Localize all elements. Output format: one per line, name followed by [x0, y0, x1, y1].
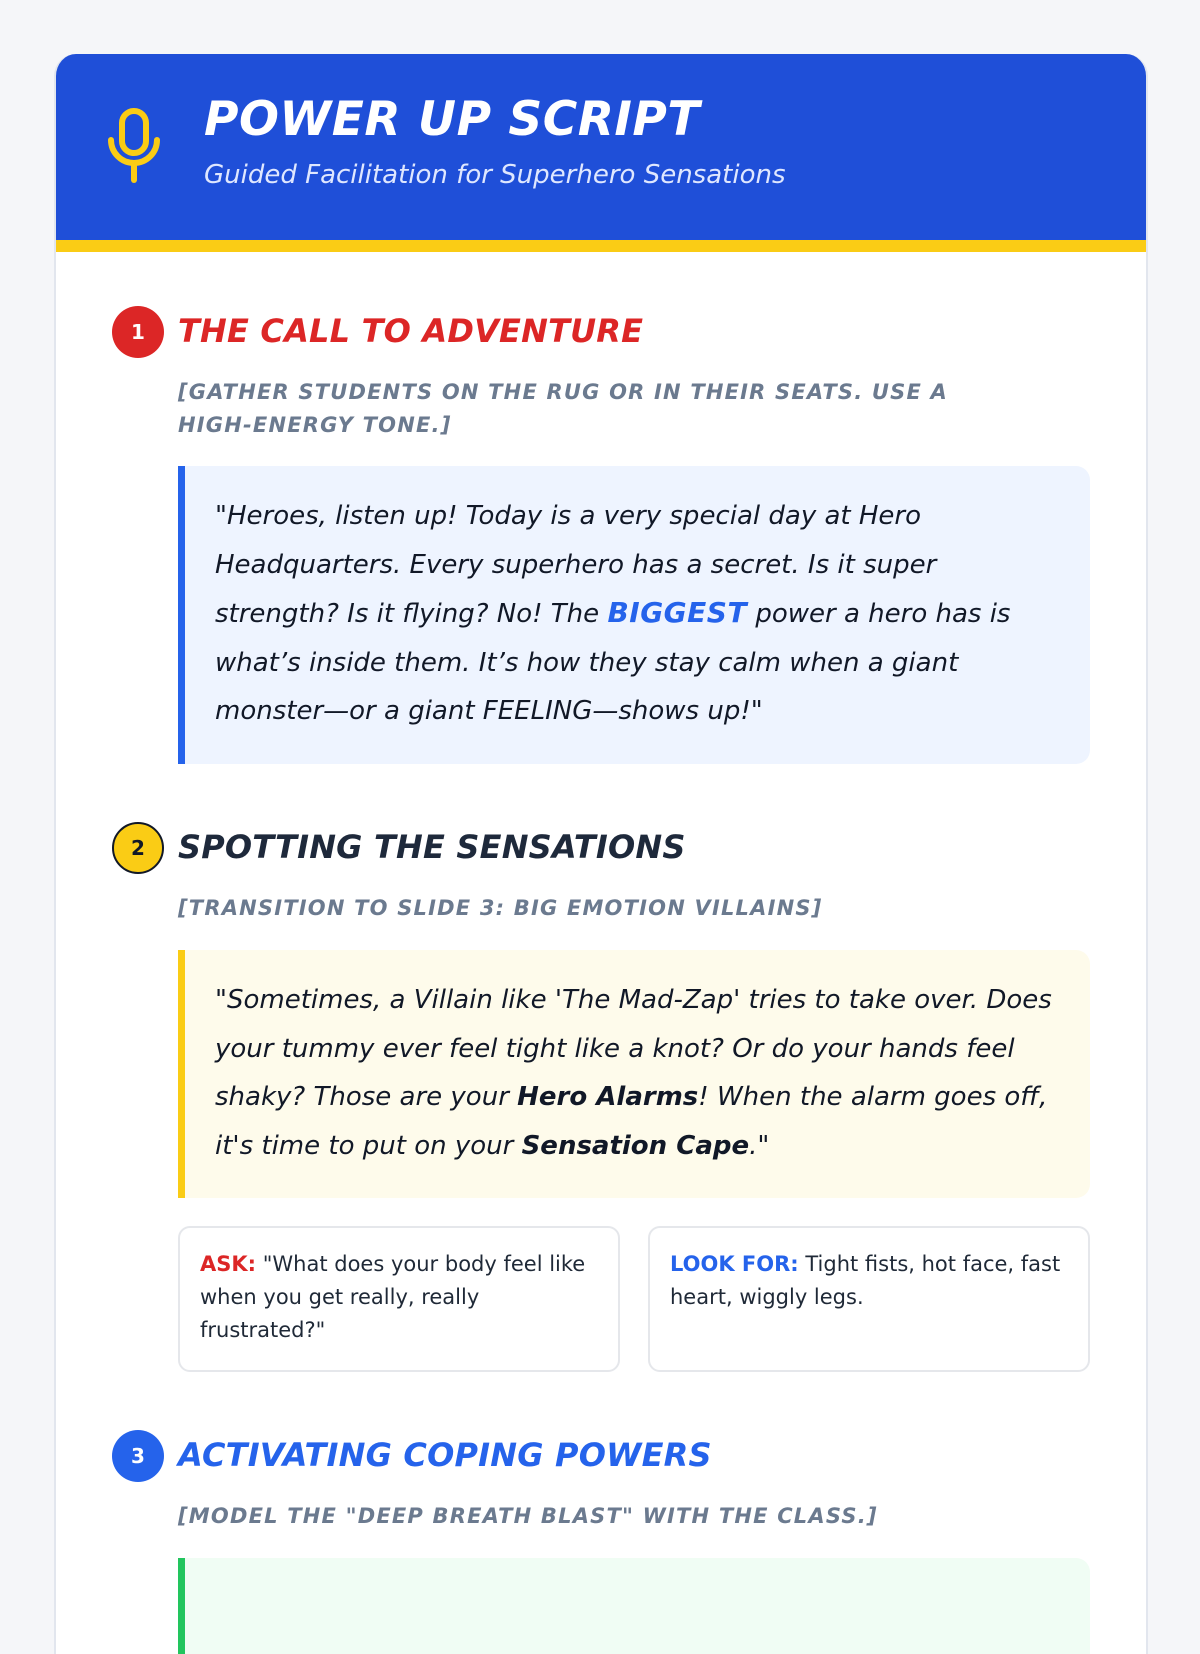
section-number-badge: 3	[112, 1430, 164, 1482]
stage-direction: [TRANSITION TO SLIDE 3: BIG EMOTION VILLAINS]	[178, 896, 823, 920]
script-quote: "Sometimes, a Villain like 'The Mad-Zap' tries to take over. Does your tummy ever feel tight like a knot? Or do your hands feel shaky? Those are your Hero Alarms! When the alarm goes off, it's time to put on your Sensation Cape."	[178, 950, 1090, 1198]
section-title: THE CALL TO ADVENTURE	[178, 312, 644, 350]
look-for-tip-card: LOOK FOR: Tight fists, hot face, fast heart, wiggly legs.	[648, 1226, 1090, 1372]
emphasis-hero-alarms: Hero Alarms	[517, 1082, 699, 1112]
section-title: ACTIVATING COPING POWERS	[178, 1436, 712, 1474]
emphasis-biggest: BIGGEST	[607, 596, 748, 629]
section-number-badge: 2	[112, 822, 164, 874]
script-card	[54, 54, 1148, 1654]
ask-tip-card: ASK: "What does your body feel like when you get really, really frustrated?"	[178, 1226, 620, 1372]
script-quote	[178, 1558, 1090, 1654]
section-number-badge: 1	[112, 306, 164, 358]
page-title: POWER UP SCRIPT	[204, 92, 700, 147]
section-title: SPOTTING THE SENSATIONS	[178, 828, 686, 866]
script-quote: "Heroes, listen up! Today is a very special day at Hero Headquarters. Every superhero has a secret. Is it super strength? Is it flying? No! The BIGGEST power a hero has is what’s inside them. It’s how they stay calm when a giant monster—or a giant FEELING—shows up!"	[178, 466, 1090, 764]
emphasis-sensation-cape: Sensation Cape	[521, 1130, 750, 1161]
stage-direction: [GATHER STUDENTS ON THE RUG OR IN THEIR SEATS. USE A HIGH-ENERGY TONE.]	[178, 380, 948, 437]
microphone-icon	[106, 108, 162, 184]
header-banner	[56, 54, 1146, 252]
page-subtitle: Guided Facilitation for Superhero Sensations	[204, 160, 786, 190]
look-for-label: LOOK FOR:	[670, 1252, 799, 1276]
stage-direction: [MODEL THE "DEEP BREATH BLAST" WITH THE CLASS.]	[178, 1504, 878, 1528]
ask-label: ASK:	[200, 1252, 257, 1276]
